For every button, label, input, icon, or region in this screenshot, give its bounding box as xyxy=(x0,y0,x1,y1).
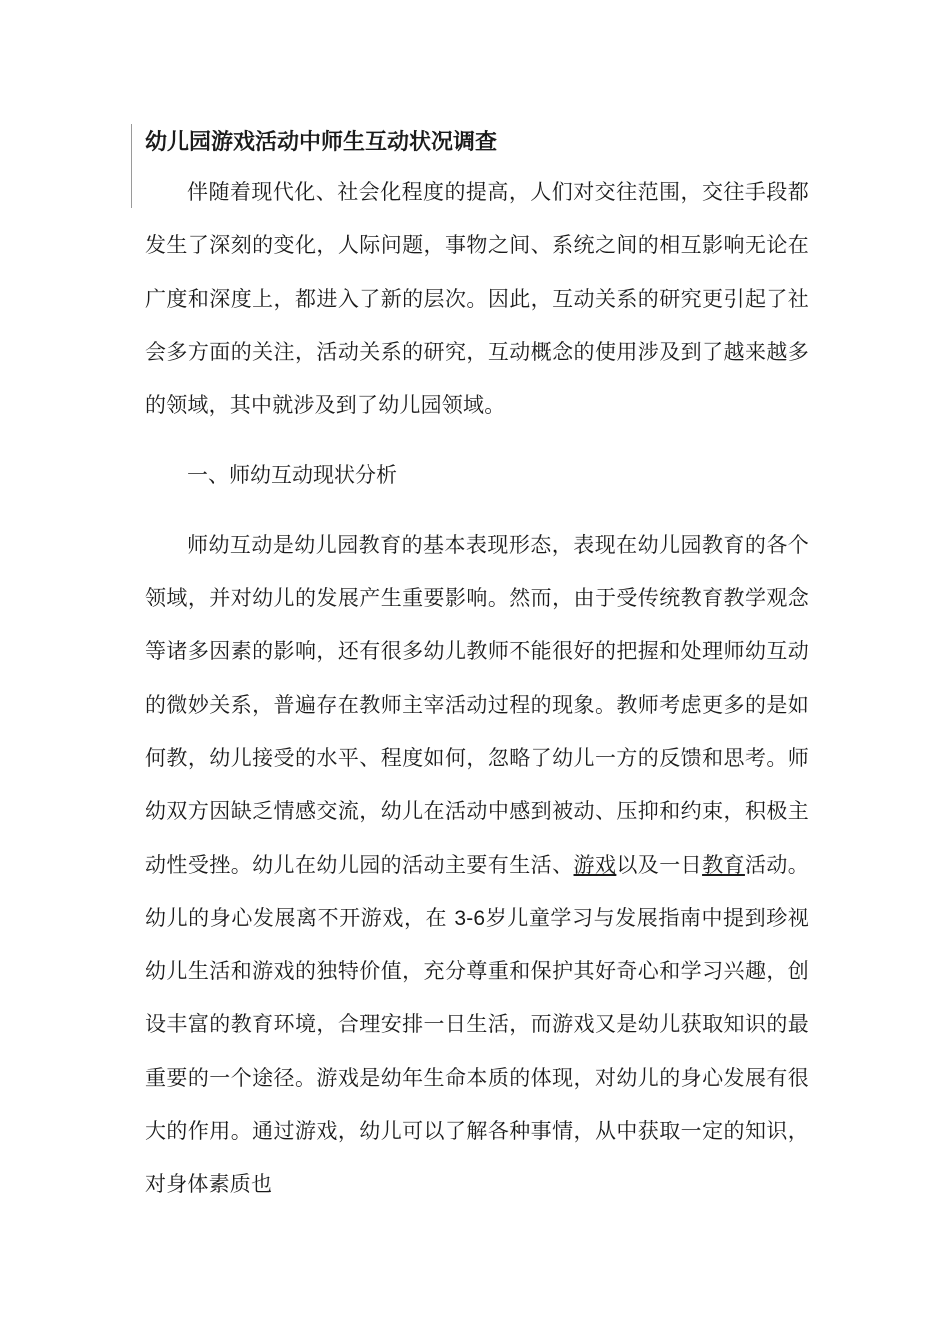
body-text-part3: 活动。幼儿的身心发展离不开游戏，在 xyxy=(145,852,809,930)
margin-rule xyxy=(131,124,132,208)
link-games[interactable]: 游戏 xyxy=(573,852,617,877)
document-title: 幼儿园游戏活动中师生互动状况调查 xyxy=(145,129,498,155)
age-range: 3-6 xyxy=(454,906,486,930)
section-heading: 一、师幼互动现状分析 xyxy=(187,463,397,488)
body-text-part4: 岁儿童学习与发展指南中提到珍视幼儿生活和游戏的独特价值，充分尊重和保护其好奇心和学习兴趣，创设丰富的教育环境，合理安排一日生活，而游戏又是幼儿获取知识的最重要的一个途径。游戏是幼年生命本质的体现，对幼儿的身心发展有很大的作用。通过游戏，幼儿可以了解各种事情，从中获取一定的知识，对身体素质也 xyxy=(145,905,809,1197)
document-body xyxy=(145,122,809,1212)
link-education[interactable]: 教育 xyxy=(702,852,745,877)
body-paragraph xyxy=(145,519,809,1212)
body-text-part2: 以及一日 xyxy=(616,852,703,877)
body-text-part1: 师幼互动是幼儿园教育的基本表现形态，表现在幼儿园教育的各个领域，并对幼儿的发展产生重要影响。然而，由于受传统教育教学观念等诸多因素的影响，还有很多幼儿教师不能很好的把握和处理师幼互动的微妙关系，普遍存在教师主宰活动过程的现象。教师考虑更多的是如何教，幼儿接受的水平、程度如何，忽略了幼儿一方的反馈和思考。师幼双方因缺乏情感交流，幼儿在活动中感到被动、压抑和约束，积极主动性受挫。幼儿在幼儿园的活动主要有生活、 xyxy=(145,532,809,877)
intro-paragraph: 伴随着现代化、社会化程度的提高，人们对交往范围，交往手段都发生了深刻的变化，人际问题，事物之间、系统之间的相互影响无论在广度和深度上，都进入了新的层次。因此，互动关系的研究更引起了社会多方面的关注，活动关系的研究，互动概念的使用涉及到了越来越多的领域，其中就涉及到了幼儿园领域。 xyxy=(145,180,809,418)
